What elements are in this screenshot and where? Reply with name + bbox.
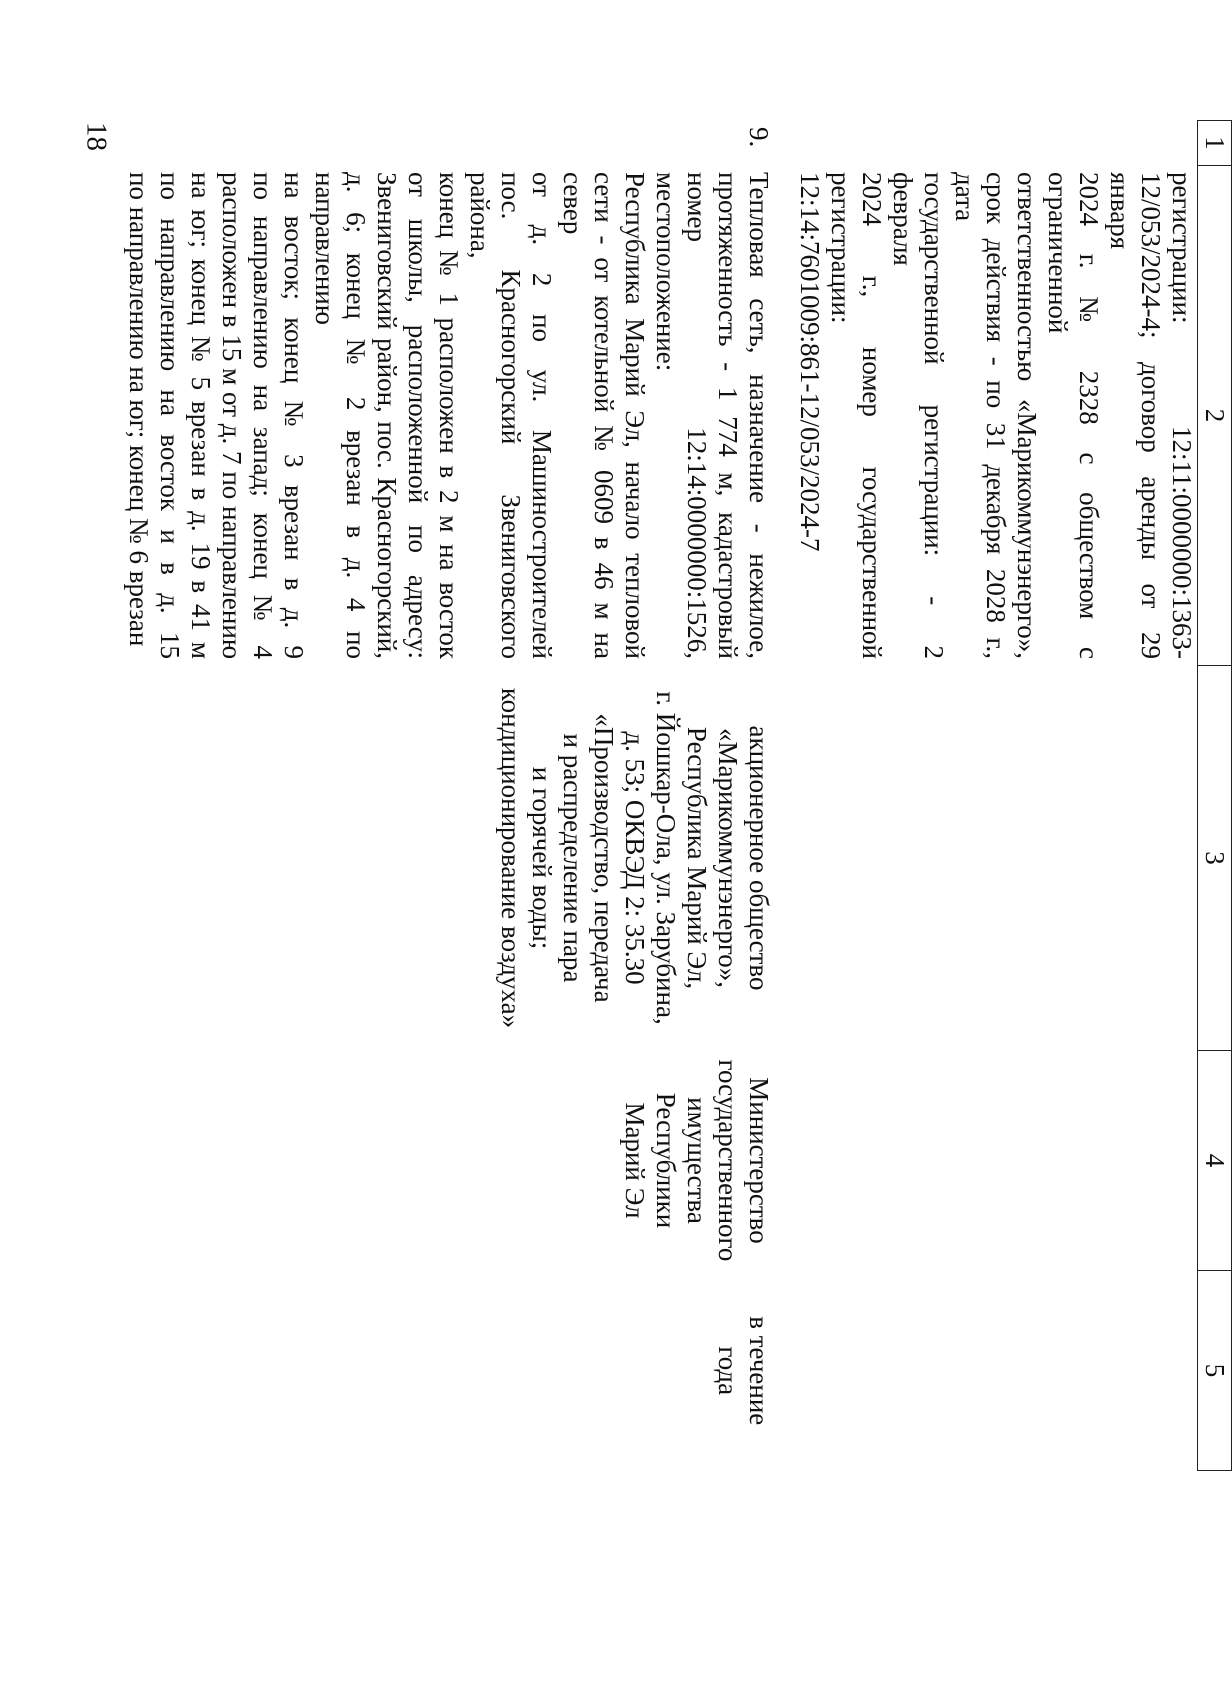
text-line: Марий Эл [620, 1102, 650, 1219]
text-line: и распределение пара [558, 733, 588, 983]
text-line: срок действия - по 31 декабря 2028 г., дата [950, 172, 1011, 659]
text-line: д. 53; ОКВЭД 2: 35.30 [620, 731, 650, 985]
text-line: конец № 1 расположен в 2 м на восток [434, 172, 464, 659]
registry-table [123, 120, 1232, 1471]
continuation-row [794, 121, 1198, 1471]
holder-cell [123, 666, 774, 1051]
continuation-description-cell [794, 166, 1198, 666]
text-line: года [713, 1346, 743, 1396]
responsible-cell [123, 1051, 774, 1271]
text-line: г. Йошкар-Ола, ул. Зарубина, [651, 691, 681, 1025]
text-line: расположен в 15 м от д. 7 по направлению [217, 172, 247, 659]
text-line: 12/053/2024-4; договор аренды от 29 января [1105, 172, 1166, 659]
text-line: номер 12:14:0000000:1526, местоположение: [651, 172, 712, 659]
text-line: по направлению на восток и в д. 15 [155, 172, 185, 659]
text-line: Республики [651, 1092, 681, 1229]
text-line: «Производство, передача [589, 713, 619, 1003]
text-line: на восток; конец № 3 врезан в д. 9 [279, 172, 309, 659]
text-line: по направлению на юг; конец № 6 врезан [124, 172, 154, 647]
text-line: акционерное общество [744, 725, 774, 991]
text-line: Республика Марий Эл, начало тепловой [620, 172, 650, 659]
continuation-number-cell [794, 121, 1198, 166]
column-header-3: 3 [1198, 666, 1232, 1051]
text-line: ответственностью «Марикоммунэнерго», [1012, 172, 1042, 659]
text-line: сети - от котельной № 0609 в 46 м на север [558, 172, 619, 659]
object-description-cell [123, 166, 774, 666]
text-line: Тепловая сеть, назначение - нежилое, [744, 172, 774, 659]
text-line: регистрации: 12:11:0000000:1363- [1167, 172, 1197, 659]
text-line: 12:14:7601009:861-12/053/2024-7 [795, 172, 825, 552]
text-line: «Марикоммунэнерго», [713, 728, 743, 988]
text-line: д. 6; конец № 2 врезан в д. 4 по направлению [310, 172, 371, 659]
text-line: государственной регистрации: - 2 февраля [888, 172, 949, 659]
column-header-1: 1 [1198, 121, 1232, 166]
column-header-2: 2 [1198, 166, 1232, 666]
text-line: пос. Красногорский Звениговского района, [465, 172, 526, 659]
text-line: по направлению на запад; конец № 4 [248, 172, 278, 659]
term-cell [123, 1271, 774, 1471]
text-line: от школы, расположенной по адресу: [403, 172, 433, 659]
text-line: Республика Марий Эл, [682, 726, 712, 990]
text-line: от д. 2 по ул. Машиностроителей [527, 172, 557, 659]
text-line: государственного [713, 1059, 743, 1262]
text-line: 2024 г. № 2328 с обществом с ограниченной [1043, 172, 1104, 659]
text-line: и горячей воды; [527, 766, 557, 950]
row-number: 9. [744, 127, 774, 148]
text-line: протяженность - 1 774 м, кадастровый [713, 172, 743, 659]
page-number: 18 [80, 122, 113, 151]
text-line: Звениговский район, пос. Красногорский, [372, 172, 402, 659]
text-line: имущества [682, 1097, 712, 1224]
column-header-4: 4 [1198, 1051, 1232, 1271]
column-header-5: 5 [1198, 1271, 1232, 1471]
text-line: 2024 г., номер государственной регистрации: [826, 172, 887, 659]
text-line: на юг; конец № 5 врезан в д. 19 в 41 м [186, 172, 216, 659]
table-header-row [1198, 121, 1232, 1471]
rotated-sheet [124, 120, 1232, 1470]
text-line: кондиционирование воздуха» [496, 687, 526, 1029]
text-line: Министерство [744, 1077, 774, 1244]
table-row [123, 121, 774, 1471]
text-line: в течение [744, 1316, 774, 1426]
